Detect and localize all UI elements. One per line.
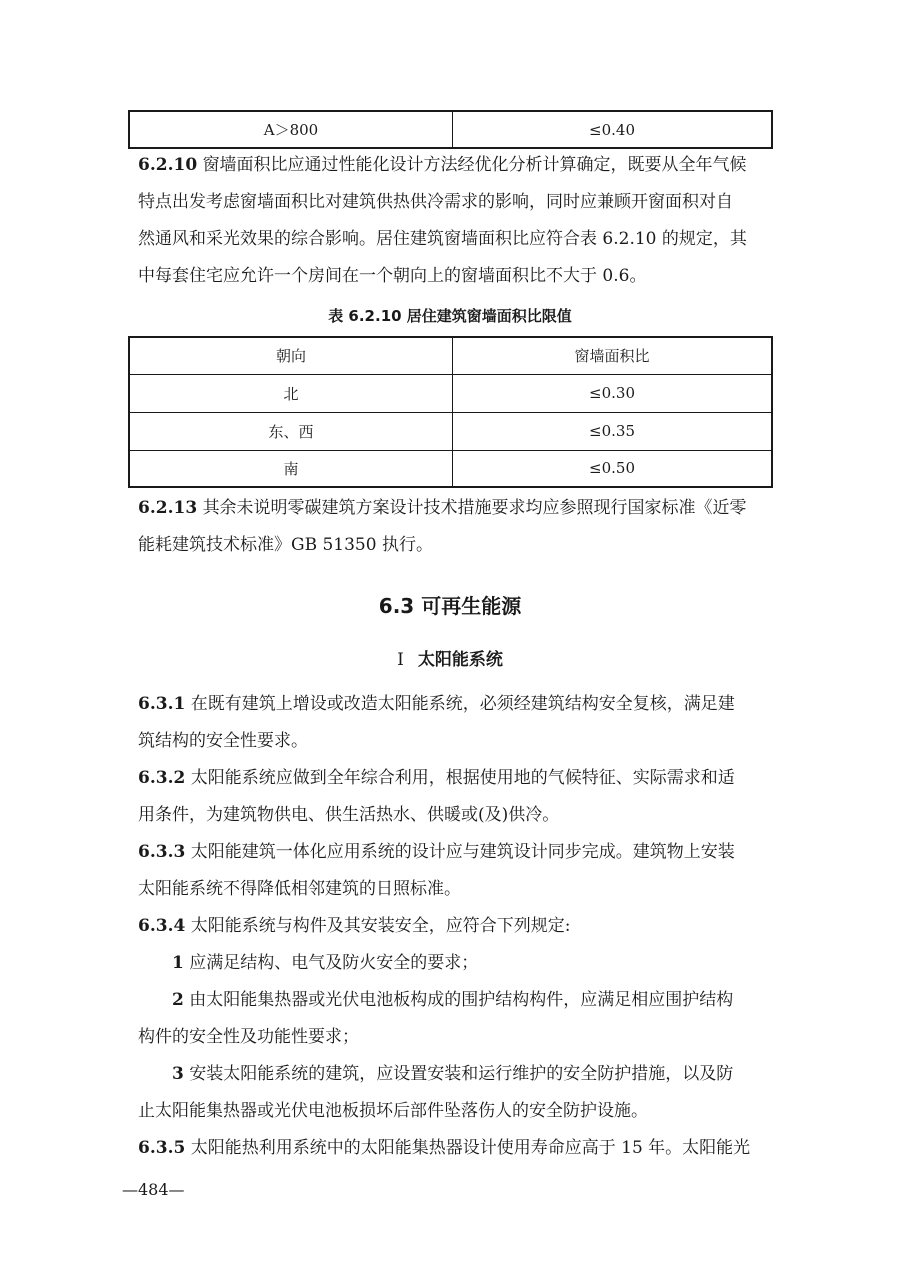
list-item <box>138 945 778 982</box>
clause-number: 6.3.3 <box>138 842 186 862</box>
table-cell: 北 <box>129 374 453 412</box>
text-span: 太阳能系统应做到全年综合利用，根据使用地的气候特征、实际需求和适 <box>190 768 735 788</box>
section-heading: 6.3 可再生能源 <box>378 594 522 618</box>
text-line <box>138 147 778 184</box>
text-line: 构件的安全性及功能性要求； <box>138 1027 359 1047</box>
list-item <box>138 982 778 1019</box>
roman-numeral: Ⅰ <box>397 650 404 670</box>
clause-number: 6.3.2 <box>138 768 186 788</box>
column-header: 窗墙面积比 <box>453 337 773 374</box>
text-line: 特点出发考虑窗墙面积比对建筑供热供冷需求的影响，同时应兼顾开窗面积对自 <box>138 192 733 212</box>
text-line: 筑结构的安全性要求。 <box>138 731 308 751</box>
clause-number: 6.3.1 <box>138 694 186 714</box>
subsection-heading <box>0 645 900 670</box>
clause-number: 6.3.4 <box>138 916 186 936</box>
clause-6-3-1 <box>138 686 778 760</box>
text-span: 由太阳能集热器或光伏电池板构成的围护结构构件，应满足相应围护结构 <box>189 990 734 1010</box>
table-cell: ≤0.30 <box>453 374 773 412</box>
subsection-title: 太阳能系统 <box>417 650 503 670</box>
item-number: 3 <box>172 1064 184 1084</box>
item-number: 2 <box>172 990 184 1010</box>
table-cell: 南 <box>129 450 453 487</box>
clause-6-3-3 <box>138 834 778 908</box>
text-span: 太阳能系统与构件及其安装安全，应符合下列规定: <box>190 916 571 936</box>
text-line: 能耗建筑技术标准》GB 51350 执行。 <box>138 535 433 555</box>
table-header-row <box>129 337 772 374</box>
list-item <box>138 1056 778 1093</box>
clause-number: 6.3.5 <box>138 1138 186 1158</box>
text-line: 太阳能系统不得降低相邻建筑的日照标准。 <box>138 879 461 899</box>
text-line: 止太阳能集热器或光伏电池板损坏后部件坠落伤人的安全防护设施。 <box>138 1101 648 1121</box>
clause-6-3-5 <box>138 1130 778 1167</box>
text-line <box>138 834 778 871</box>
table-cell: 东、西 <box>129 412 453 450</box>
text-line <box>138 908 778 945</box>
item-number: 1 <box>172 953 184 973</box>
clause-number: 6.2.13 <box>138 498 198 518</box>
text-line: 然通风和采光效果的综合影响。居住建筑窗墙面积比应符合表 6.2.10 的规定，其 <box>138 229 747 249</box>
text-span: 安装太阳能系统的建筑，应设置安装和运行维护的安全防护措施，以及防 <box>189 1064 734 1084</box>
table-caption: 表 6.2.10 居住建筑窗墙面积比限值 <box>328 307 572 325</box>
text-span: 其余未说明零碳建筑方案设计技术措施要求均应参照现行国家标准《近零 <box>202 498 747 518</box>
text-span: 应满足结构、电气及防火安全的要求； <box>189 953 479 973</box>
text-span: 太阳能建筑一体化应用系统的设计应与建筑设计同步完成。建筑物上安装 <box>190 842 735 862</box>
table-cell: ≤0.40 <box>453 111 773 148</box>
clause-6-3-2 <box>138 760 778 834</box>
text-line <box>138 760 778 797</box>
table-cell: A＞800 <box>129 111 453 148</box>
table-row <box>129 374 772 412</box>
clause-6-2-10 <box>138 147 778 295</box>
window-wall-ratio-table <box>128 336 773 488</box>
page-number: —484— <box>122 1180 185 1199</box>
text-line: 用条件，为建筑物供电、供生活热水、供暖或(及)供冷。 <box>138 805 560 825</box>
column-header: 朝向 <box>129 337 453 374</box>
table-row <box>129 412 772 450</box>
table-cell: ≤0.35 <box>453 412 773 450</box>
text-line <box>138 1130 778 1167</box>
table-row <box>129 111 772 148</box>
text-span: 在既有建筑上增设或改造太阳能系统，必须经建筑结构安全复核，满足建 <box>190 694 735 714</box>
text-span: 窗墙面积比应通过性能化设计方法经优化分析计算确定，既要从全年气候 <box>202 155 747 175</box>
clause-6-3-4 <box>138 908 778 1130</box>
text-line <box>138 686 778 723</box>
text-span: 太阳能热利用系统中的太阳能集热器设计使用寿命应高于 15 年。太阳能光 <box>190 1138 751 1158</box>
clause-6-2-13 <box>138 490 778 564</box>
clause-number: 6.2.10 <box>138 155 198 175</box>
top-table <box>128 110 773 149</box>
table-cell: ≤0.50 <box>453 450 773 487</box>
table-row <box>129 450 772 487</box>
text-line: 中每套住宅应允许一个房间在一个朝向上的窗墙面积比不大于 0.6。 <box>138 266 647 286</box>
text-line <box>138 490 778 527</box>
